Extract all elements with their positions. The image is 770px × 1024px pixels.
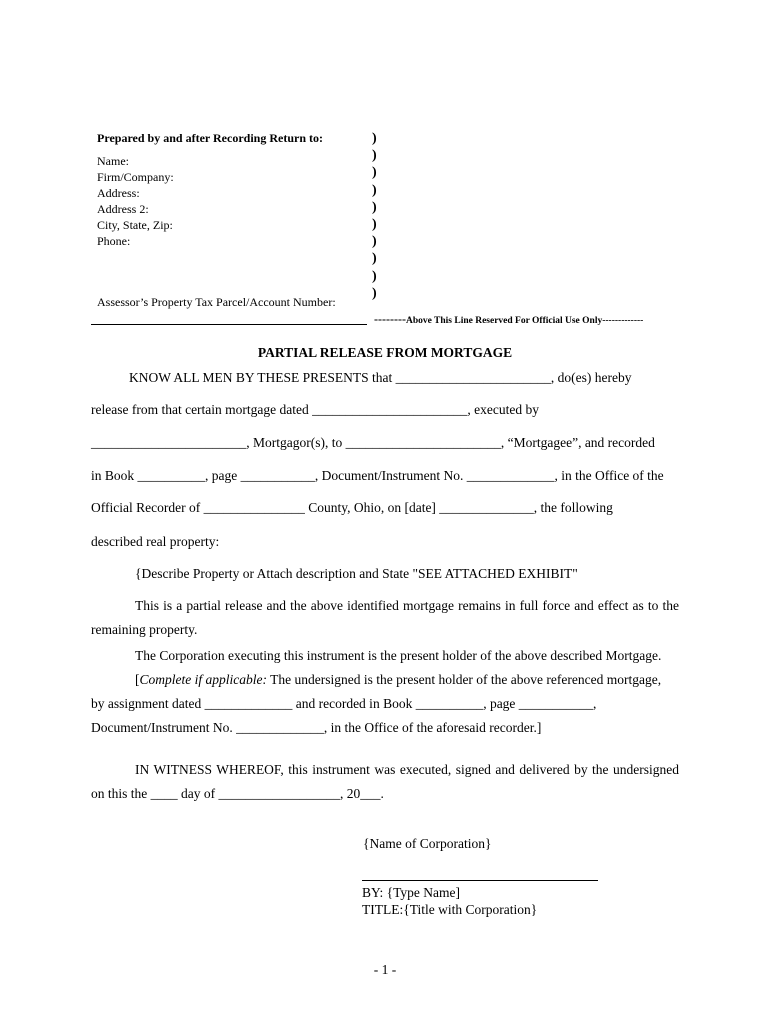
document-title: PARTIAL RELEASE FROM MORTGAGE <box>257 345 513 360</box>
paren: ) <box>372 165 377 181</box>
complete-if-applicable-text: The undersigned is the present holder of the above referenced mortgage, <box>266 672 662 687</box>
complete-if-applicable-line <box>135 672 661 688</box>
body-line-4: in Book __________, page ___________, Document/Instrument No. _____________, in the Office of the <box>91 468 664 483</box>
parcel-number-label: Assessor’s Property Tax Parcel/Account Number: <box>97 295 336 309</box>
body-line-1: KNOW ALL MEN BY THESE PRESENTS that _______________________, do(es) hereby <box>129 370 632 385</box>
field-phone-label: Phone: <box>97 234 131 248</box>
bracket-open: [ <box>135 672 140 687</box>
prepared-by-heading: Prepared by and after Recording Return to: <box>97 131 323 145</box>
field-address2-label: Address 2: <box>97 202 149 216</box>
official-use-text: Above This Line Reserved For Official Use Only------------- <box>405 316 644 326</box>
field-name-label: Name: <box>97 154 129 168</box>
paren: ) <box>372 285 377 301</box>
field-address-label: Address: <box>97 186 140 200</box>
paren: ) <box>372 217 377 233</box>
official-use-notice <box>374 312 643 327</box>
partial-release-paragraph: This is a partial release and the above identified mortgage remains in full force and effect as to the remaining property. <box>91 598 679 637</box>
body-line-2: release from that certain mortgage dated _______________________, executed by <box>91 402 539 417</box>
official-dashes: -------- <box>374 312 406 326</box>
paren: ) <box>372 148 377 164</box>
paren-column <box>372 130 377 302</box>
field-city-state-zip-label: City, State, Zip: <box>97 218 173 232</box>
complete-if-applicable-label: Complete if applicable: <box>139 672 267 687</box>
paren: ) <box>372 182 377 198</box>
witness-paragraph: IN WITNESS WHEREOF, this instrument was executed, signed and delivered by the undersigned on this the ____ day of __________________, 20___. <box>91 762 679 801</box>
body-line-3: _______________________, Mortgagor(s), to _______________________, “Mortgagee”, and recorded <box>91 435 655 450</box>
body-line-6: described real property: <box>91 534 220 549</box>
signatory-name-line: BY: {Type Name] <box>362 885 461 900</box>
signatory-title-line: TITLE:{Title with Corporation} <box>362 902 538 917</box>
paren: ) <box>372 251 377 267</box>
document-number-line: Document/Instrument No. _____________, in the Office of the aforesaid recorder.] <box>91 720 542 735</box>
corporation-name-placeholder: {Name of Corporation} <box>363 836 492 851</box>
body-line-5: Official Recorder of _______________ County, Ohio, on [date] ______________, the following <box>91 500 613 515</box>
paren: ) <box>372 199 377 215</box>
field-firm-label: Firm/Company: <box>97 170 174 184</box>
corporation-holder-sentence: The Corporation executing this instrument is the present holder of the above described Mortgage. <box>135 648 662 663</box>
paren: ) <box>372 268 377 284</box>
recording-divider-line <box>91 324 367 325</box>
paren: ) <box>372 131 377 146</box>
paren: ) <box>372 234 377 250</box>
page-number: - 1 - <box>373 962 397 977</box>
assignment-line: by assignment dated _____________ and recorded in Book __________, page ___________, <box>91 696 597 711</box>
describe-property-instruction: {Describe Property or Attach description and State "SEE ATTACHED EXHIBIT" <box>135 566 578 581</box>
signature-line <box>362 880 598 881</box>
